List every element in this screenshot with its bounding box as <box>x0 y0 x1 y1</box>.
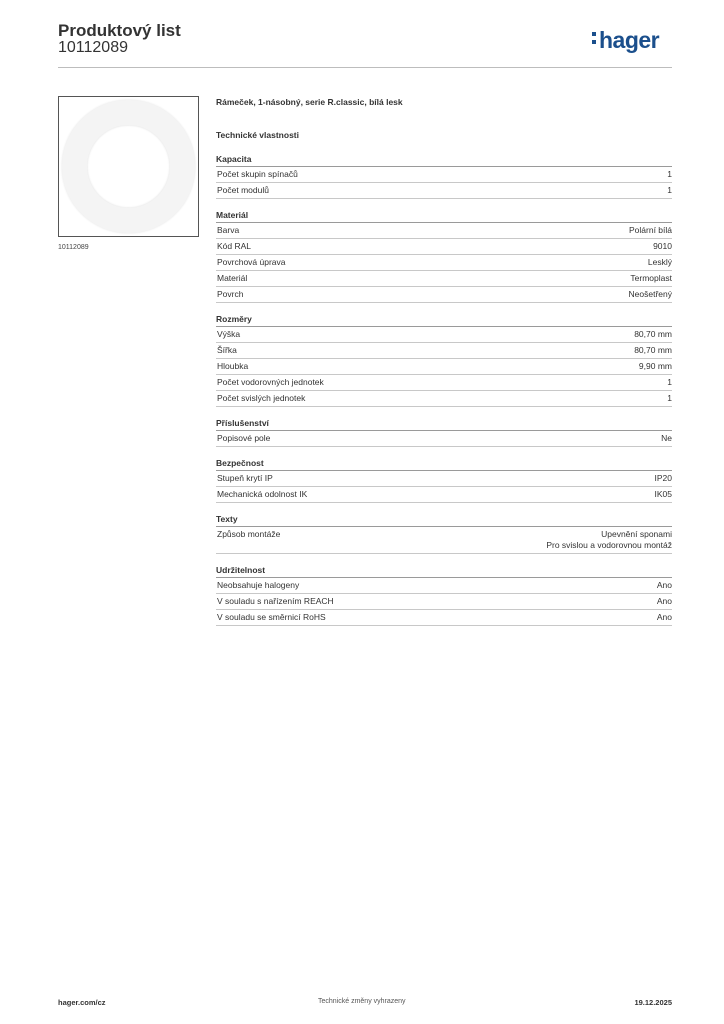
spec-label: Počet vodorovných jednotek <box>217 377 324 387</box>
spec-value <box>648 257 672 268</box>
spec-row <box>216 239 672 255</box>
spec-panel <box>216 96 672 626</box>
spec-section <box>216 153 672 199</box>
spec-label: Popisové pole <box>217 433 271 443</box>
spec-value-line: 80,70 mm <box>634 345 672 355</box>
spec-value <box>667 377 672 388</box>
section-title: Materiál <box>216 209 672 223</box>
section-title: Bezpečnost <box>216 457 672 471</box>
spec-label: Neobsahuje halogeny <box>217 580 300 590</box>
spec-value <box>655 473 673 484</box>
spec-label: Povrchová úprava <box>217 257 286 267</box>
spec-row <box>216 527 672 554</box>
spec-label: Hloubka <box>217 361 249 371</box>
spec-value-line: Pro svislou a vodorovnou montáž <box>546 540 672 550</box>
spec-value-line: 9,90 mm <box>638 361 672 371</box>
spec-row <box>216 223 672 239</box>
footer-note: Technické změny vyhrazeny <box>318 998 406 1005</box>
spec-label: V souladu s nařízením REACH <box>217 596 334 606</box>
spec-row <box>216 578 672 594</box>
tech-properties-heading: Technické vlastnosti <box>216 130 299 140</box>
hager-logo <box>592 27 659 53</box>
spec-value-line: Ano <box>656 596 672 606</box>
spec-value <box>657 612 672 623</box>
spec-label: Výška <box>217 329 241 339</box>
spec-row <box>216 343 672 359</box>
logo-text: hager <box>599 27 660 53</box>
spec-value-line: Ne <box>661 433 672 443</box>
spec-sections <box>216 153 672 626</box>
spec-value-line: 80,70 mm <box>634 329 672 339</box>
spec-value-line: 1 <box>667 169 672 179</box>
spec-value <box>667 393 672 404</box>
spec-value-line: Polární bílá <box>629 225 672 235</box>
spec-value <box>634 329 672 340</box>
spec-row <box>216 183 672 199</box>
spec-section <box>216 209 672 303</box>
spec-value-line: Ano <box>656 612 672 622</box>
spec-label: V souladu se směrnicí RoHS <box>217 612 326 622</box>
spec-value-line: Ano <box>656 580 672 590</box>
frame-opening-shape <box>87 125 170 208</box>
spec-value-line: 1 <box>667 393 672 403</box>
section-title: Rozměry <box>216 313 672 327</box>
spec-value-line: Neošetřený <box>628 289 672 299</box>
spec-row <box>216 471 672 487</box>
spec-label: Stupeň krytí IP <box>217 473 273 483</box>
spec-section <box>216 457 672 503</box>
spec-value <box>546 529 672 551</box>
frame-ring-shape <box>62 100 195 233</box>
spec-value <box>655 489 673 500</box>
spec-label: Způsob montáže <box>217 529 281 539</box>
product-image <box>58 96 199 237</box>
spec-row <box>216 327 672 343</box>
spec-label: Mechanická odolnost IK <box>217 489 308 499</box>
spec-row <box>216 359 672 375</box>
section-title: Příslušenství <box>216 417 672 431</box>
spec-row <box>216 610 672 626</box>
spec-label: Materiál <box>217 273 248 283</box>
spec-value <box>630 273 672 284</box>
spec-label: Počet skupin spínačů <box>217 169 298 179</box>
page-title: Produktový list <box>58 21 181 40</box>
header-divider <box>58 67 672 68</box>
spec-label: Povrch <box>217 289 244 299</box>
spec-row <box>216 271 672 287</box>
image-caption: 10112089 <box>58 244 89 251</box>
spec-value <box>657 596 672 607</box>
product-name: Rámeček, 1-násobný, serie R.classic, bílá lesk <box>216 97 403 107</box>
spec-row <box>216 287 672 303</box>
spec-label: Počet svislých jednotek <box>217 393 306 403</box>
section-title: Udržitelnost <box>216 564 672 578</box>
spec-value <box>667 169 672 180</box>
spec-value-line: IP20 <box>654 473 672 483</box>
spec-value <box>634 345 672 356</box>
spec-value <box>661 433 672 444</box>
spec-value <box>629 225 672 236</box>
logo-colon-icon <box>592 32 597 47</box>
spec-value-line: 9010 <box>653 241 672 251</box>
spec-row <box>216 431 672 447</box>
section-title: Texty <box>216 513 672 527</box>
footer-website: hager.com/cz <box>58 998 106 1007</box>
spec-value <box>653 241 672 252</box>
spec-value <box>667 185 672 196</box>
spec-row <box>216 167 672 183</box>
spec-row <box>216 391 672 407</box>
spec-label: Počet modulů <box>217 185 269 195</box>
spec-section <box>216 564 672 626</box>
spec-value-line: Termoplast <box>630 273 672 283</box>
spec-value-line: 1 <box>667 185 672 195</box>
spec-row <box>216 255 672 271</box>
spec-section <box>216 313 672 407</box>
spec-value-line: Upevnění sponami <box>601 529 672 539</box>
spec-value <box>657 580 672 591</box>
spec-label: Šířka <box>217 345 237 355</box>
spec-value-line: IK05 <box>654 489 672 499</box>
spec-section <box>216 513 672 554</box>
spec-row <box>216 375 672 391</box>
spec-label: Kód RAL <box>217 241 252 251</box>
spec-value <box>639 361 672 372</box>
section-title: Kapacita <box>216 153 672 167</box>
spec-section <box>216 417 672 447</box>
spec-value <box>629 289 672 300</box>
product-code: 10112089 <box>58 39 128 56</box>
spec-row <box>216 487 672 503</box>
spec-label: Barva <box>217 225 240 235</box>
spec-row <box>216 594 672 610</box>
footer-date: 19.12.2025 <box>634 998 672 1007</box>
spec-value-line: 1 <box>667 377 672 387</box>
spec-value-line: Lesklý <box>647 257 672 267</box>
